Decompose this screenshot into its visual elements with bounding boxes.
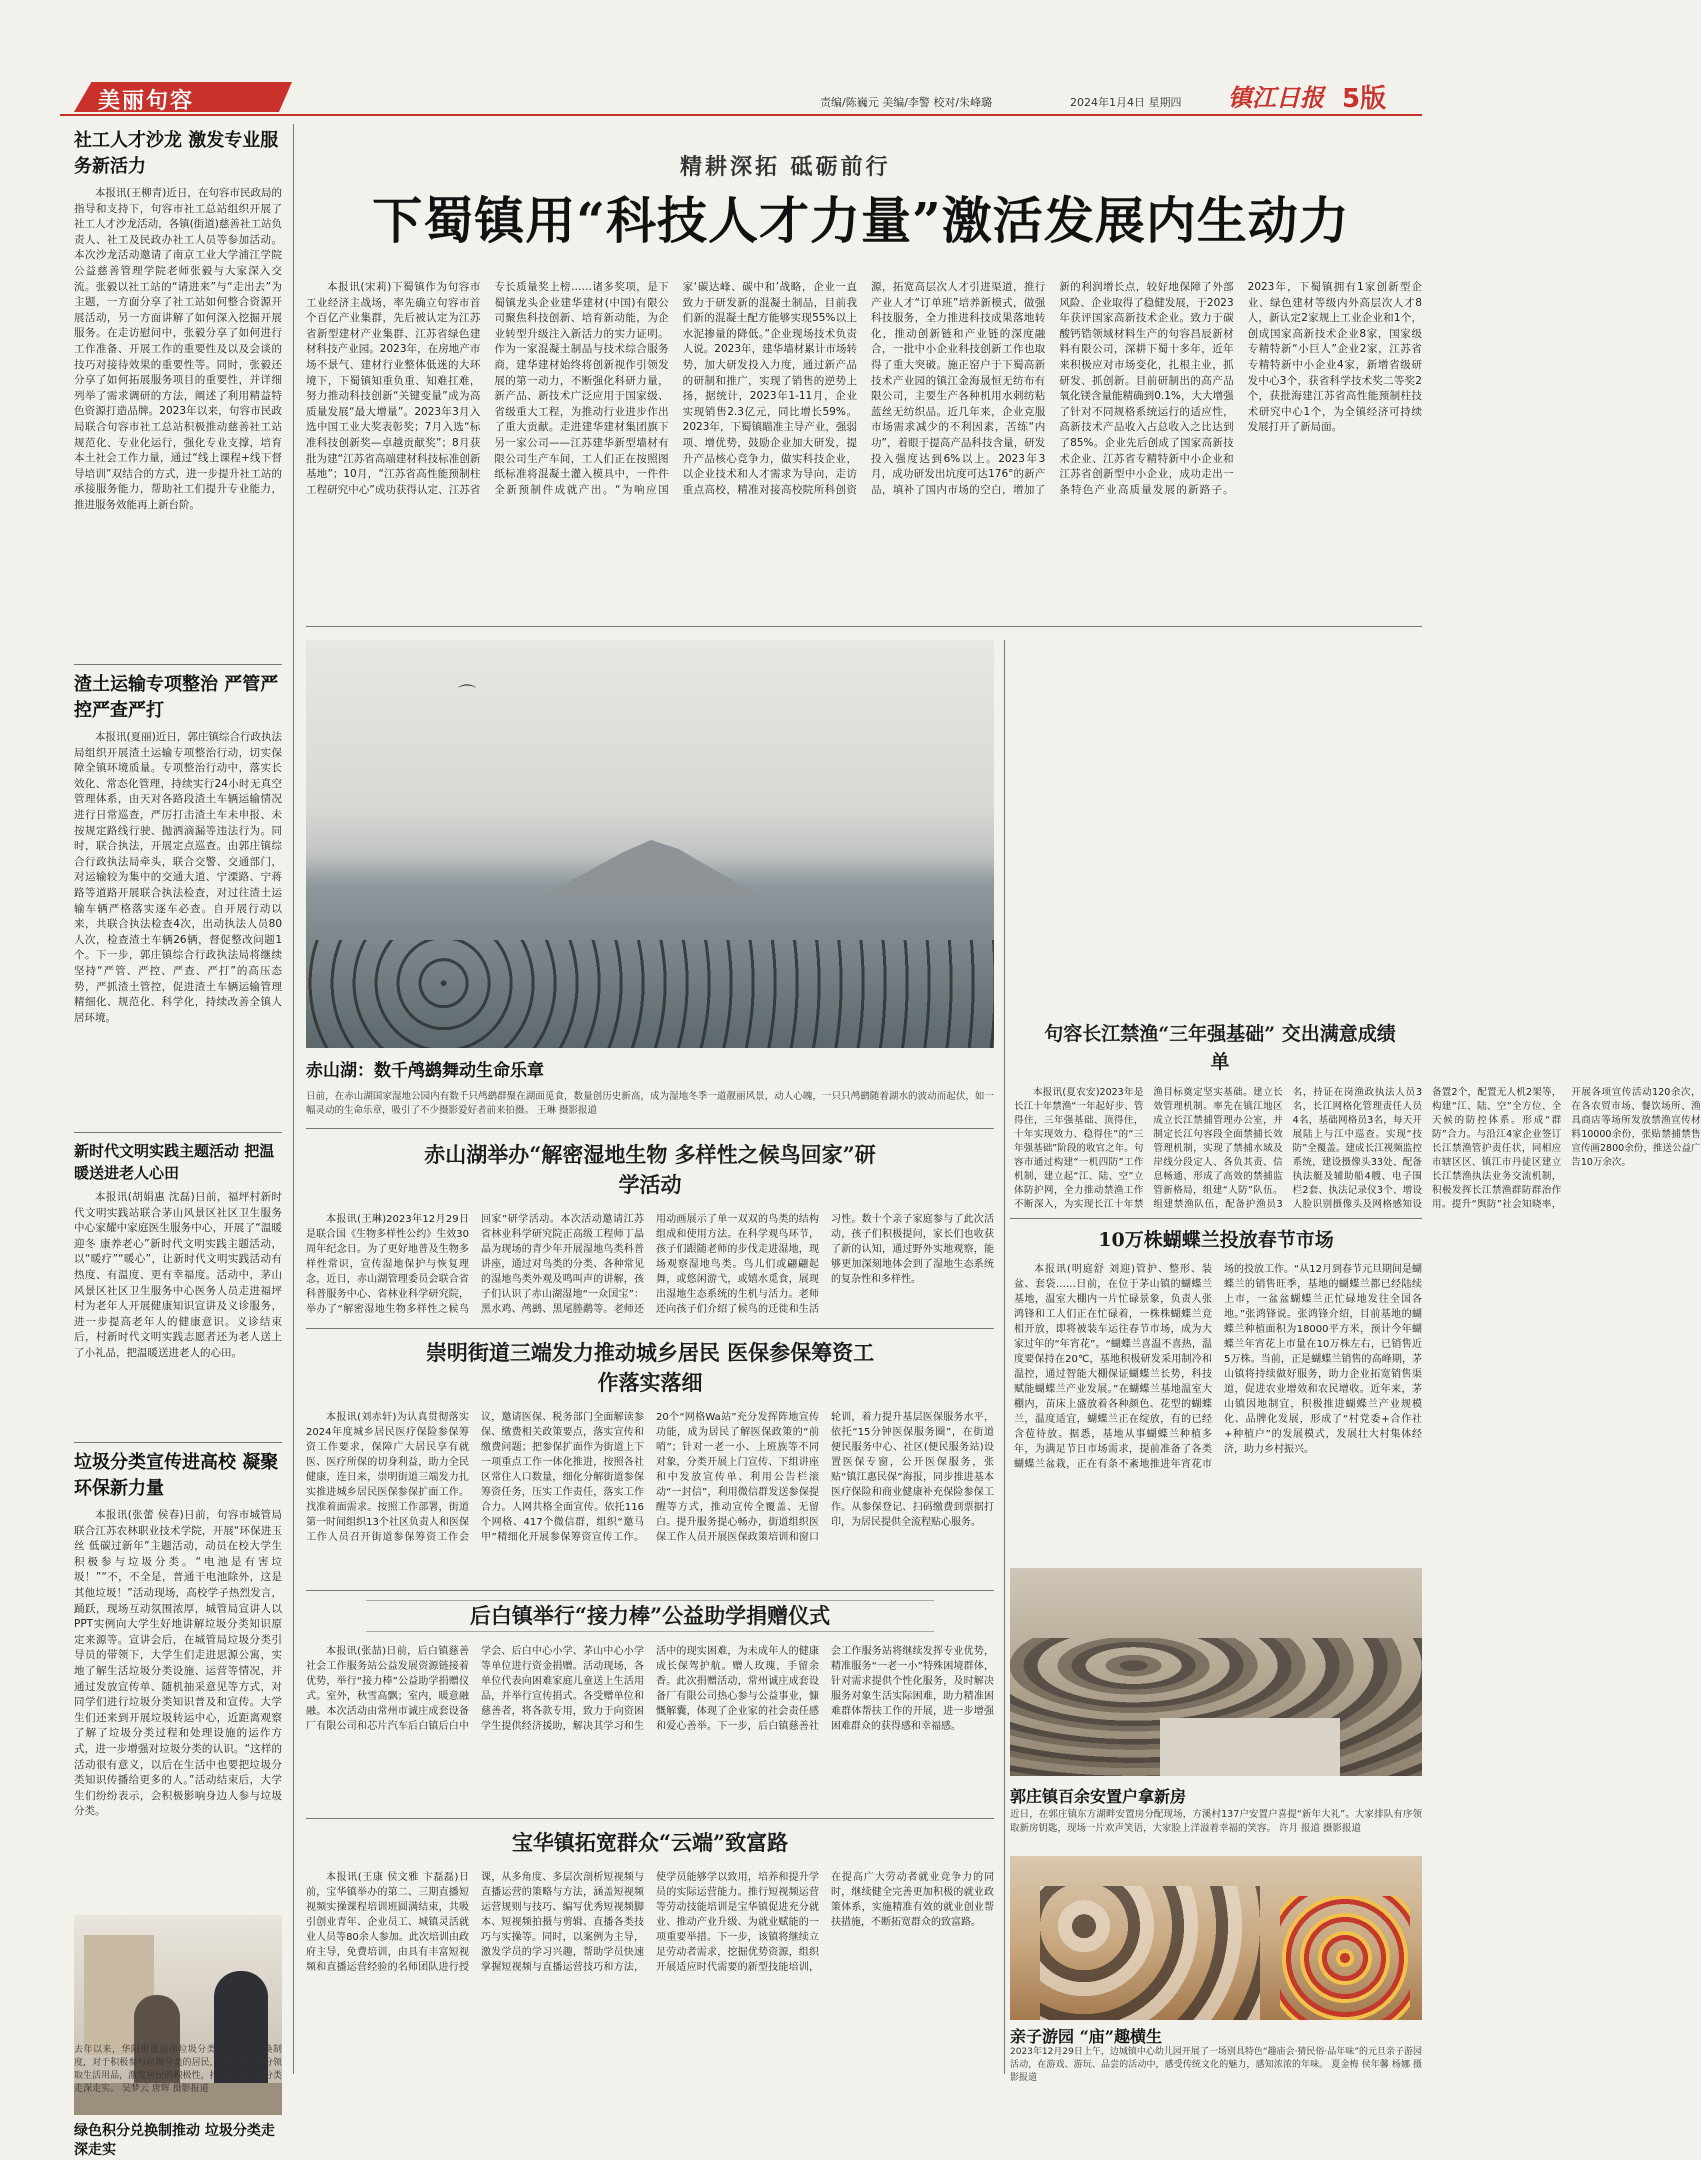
left-photo-title: 绿色积分兑换制推动 垃圾分类走深走实 — [74, 2123, 275, 2158]
center-article-1-title: 赤山湖举办“解密湿地生物 多样性之候鸟回家”研学活动 — [424, 1142, 876, 1197]
right-rule-1 — [1010, 1218, 1422, 1219]
right-photo-1-title: 郭庄镇百余安置户拿新房 — [1010, 1787, 1187, 1806]
cormorant-lake-photo — [306, 640, 994, 1048]
header-date: 2024年1月4日 星期四 — [1070, 96, 1182, 109]
masthead — [60, 82, 1422, 114]
candy-stall-shape — [1280, 1896, 1410, 2020]
center-article-3-body: 本报讯(张喆)日前，后白镇慈善社会工作服务站公益发展资源链接着优势，举行“接力棒”公益助学捐赠仪式。室外，秋雪高飘；室内，暖意融融。本次活动由常州市诚庄成套设备厂有限公司和芯片汽车后白镇后白中学会、后白中心小学、茅山中心小学等单位进行资金捐赠。活动现场，各单位代表向困难家庭儿童送上生活用品，并举行宣传捐式。各受赠单位和慈善者，将各款专用，致力于向资困学生提供经济援助，解决其学习和生活中的现实困难，为未成年人的健康成长保驾护航。赠人玫瑰，手留余香。此次捐赠活动，常州诚庄成套设备厂有限公司热心参与公益事业，慷慨解囊，体现了企业家的社会责任感和爱心善举。下一步，后白镇慈善社会工作服务站将继续发挥专业优势，精准服务“一老一小”特殊困境群体，针对需求提供个性化服务，及时解决服务对象生活实际困难，助力精准困难群体帮扶工作的开展，进一步增强困难群众的获得感和幸福感。 — [306, 1646, 994, 1732]
left-article-1-body: 本报讯(王柳青)近日，在句容市民政局的指导和支持下，句容市社工总站组织开展了社工人才沙龙活动，各镇(街道)慈善社工站负责人、社工及民政办社工人员等参加活动。本次沙龙活动邀请了南京工业大学浦江学院公益慈善管理学院老师张毅与大家深入交流。张毅以社工站的“请进来”与“走出去”为主题，一方面分享了社工站如何整合资源开展活动，另一方面讲解了如何深入挖掘开展服务。在走访慰问中，张毅分享了如何进行工作准备、开展工作的重要性及以及会谈的技巧对接待效果的重要性等。同时，张毅还分享了如何拓展服务项目的重要性，并详细列举了需求调研的方法，阐述了利用精益特色资源打造品牌。2023年以来，句容市民政局联合句容市社工总站积极推动慈善社工站规范化、专业化运行，强化专业支撑，培育本土社会工作力量，通过“线上课程+线下督导培训”双结合的方式，进一步提升社工站的承接服务能力，帮助社工们提升专业能力，推进服务效能再上新台阶。 — [74, 187, 282, 511]
center-rule-4 — [306, 1818, 994, 1819]
center-rule-3 — [306, 1590, 994, 1591]
left-article-2-body: 本报讯(夏丽)近日，郭庄镇综合行政执法局组织开展渣土运输专项整治行动，切实保障全镇环境质量。专项整治行动中，落实长效化、常态化管理，持续实行24小时无真空管理体系，由天对各路段渣土车辆运输情况进行日常巡查，严厉打击渣土车未申报、未按规定路线行驶、抛洒滴漏等违法行为。同时，联合执法，开展定点巡查。由郭庄镇综合行政执法局牵头，联合交警、交通部门，对运输较为集中的交通大道、宁溧路、宁蒋路等道路开展联合执法检查，对过往渣土运输车辆严格落实逐车必查。自开展行动以来，共联合执法检查4次，出动执法人员80人次，检查渣土车辆26辆，督促整改问题1个。下一步，郭庄镇综合行政执法局将继续坚持“严管、严控、严查、严打”的高压态势，严抓渣土管控，促进渣土车辆运输管理精细化、规范化、科学化，持续改善全镇人居环境。 — [74, 731, 282, 1024]
center-article-2-body: 本报讯(刘赤轩)为认真贯彻落实2024年度城乡居民医疗保险参保筹资工作要求，保障广大居民享有就医、医疗所保的切身利益，助力全民健康，连日来，崇明街道三端发力扎实推进城乡居民医保参保扩面工作。找准着面需求。按照工作部署，街道第一时间组织13个社区负责人和医保工作人员召开街道参保筹资工作会议，邀请医保、税务部门全面解读参保、缴费相关政策要点，落实宣传和缴费问题；把参保扩面作为街道上下一项重点工作一体化推进，按照各社区常住人口数量，细化分解街道参保筹资任务，压实工作责任，落实工作合力。人网共格全面宣传。依托116个网格、417个微信群，组织“邀马甲”精细化开展参保筹资宣传工作。20个“网格Wa站”充分发挥阵地宣传功能，成为居民了解医保政策的“前哨”；针对一老一小、上班族等不同对象，分类开展上门宣传、下组讲座和中发放宣传单、利用公告栏滚动“一封信”，利用微信群发送参保提醒等方式，推动宣传全覆盖、无留白。提升服务提心畅办，街道组织医保工作人员开展医保政策培训和窗口轮训，着力提升基层医保服务水平，依托“15分钟医保服务圈”，在街道便民服务中心、社区(便民服务站)设置医保专窗，公开医保服务，张贴“镇江惠民保”海报，同步推进基本医疗保险和商业健康补充保险参保工作。从参保登记、扫码缴费到票据打印，为居民提供全流程贴心服务。 — [306, 1412, 994, 1543]
center-article-2-title: 崇明街道三端发力推动城乡居民 医保参保筹资工作落实落细 — [425, 1340, 875, 1395]
page-number: 5版 — [1342, 84, 1387, 114]
left-article-1-title: 社工人才沙龙 激发专业服务新活力 — [74, 130, 279, 177]
left-article-3-title: 新时代文明实践主题活动 把温暖送进老人心田 — [74, 1142, 275, 1182]
left-article-4-title: 垃圾分类宣传进高校 凝聚环保新力量 — [74, 1452, 279, 1499]
center-rule-2 — [306, 1328, 994, 1329]
right-photo-2-title: 亲子游园 “庙”趣横生 — [1010, 2027, 1162, 2046]
section-name: 美丽句容 — [98, 88, 195, 114]
column-separator-left — [293, 124, 294, 2074]
header-editors: 责编/陈巍元 美编/李警 校对/朱峰璐 — [820, 96, 993, 109]
center-article-1-body: 本报讯(王琳)2023年12月29日是联合国《生物多样性公约》生效30周年纪念日。为了更好地普及生物多样性常识，宣传湿地保护与恢复理念，近日，赤山湖管理委员会联合省科普服务中心、省林业科学研究院，举办了“解密湿地生物多样性之候鸟回家”研学活动。本次活动邀请江苏省林业科学研究院正高级工程师丁晶晶为现场的青少年开展湿地鸟类科普讲座，通过对鸟类的分类、各种常见的湿地鸟类外观及鸣叫声的讲解，孩子们认识了赤山湖湿地“一众国宝”：黑水鸡、鸬鹚、黑尾塍鹬等。老师还用动画展示了单一双双的鸟类的结构组成和使用方法。在科学观鸟环节，孩子们跟随老师的步伐走进湿地，现场观察湿地鸟类。鸟儿们或翩翩起舞，或悠闲游弋，或嬉水觅食，展现出湿地生态系统的生机与活力。老师还向孩子们介绍了候鸟的迁徙和生活习性。数十个亲子家庭参与了此次活动，孩子们积极提问，家长们也收获了新的认知，通过野外实地观察，能够更加深刻地体会到了湿地生态系统的复杂性和多样性。 — [306, 1214, 994, 1315]
lead-title: 下蜀镇用“科技人才力量”激活发展内生动力 — [372, 191, 1350, 250]
mountain-shape — [536, 840, 766, 900]
lead-kicker: 精耕深拓 砥砺前行 — [680, 154, 891, 180]
left-article-3-body: 本报讯(胡娟惠 沈磊)日前，福坪村新时代文明实践站联合茅山风景区社区卫生服务中心家耀中家庭医生服务中心，开展了“温暖迎冬 康养老心”新时代文明实践主题活动，以“暖疗”“暖心”，让新时代文明实践活动有热度、有温度、更有幸福度。活动中，茅山风景区社区卫生服务中心医务人员走进福坪村为老年人开展健康知识宣讲及义诊服务，进一步提高老年人的健康意识。义诊结束后，村新时代文明实践志愿者还为老人送上了小礼品，把温暖送进老人的心田。 — [74, 1191, 282, 1359]
center-photo-title: 赤山湖：数千鸬鹚舞动生命乐章 — [306, 1061, 544, 1081]
center-article-3-title: 后白镇举行“接力棒”公益助学捐赠仪式 — [469, 1603, 831, 1628]
left-divider-1 — [74, 664, 282, 665]
left-divider-2 — [74, 1132, 282, 1133]
center-rule-1 — [306, 1128, 994, 1129]
table-shape — [1160, 1718, 1340, 1776]
right-top-filler — [1010, 640, 1422, 1012]
temple-fair-photo — [1010, 1856, 1422, 2020]
left-article-4-body: 本报讯(张蕾 侯春)日前，句容市城管局联合江苏农林职业技术学院，开展“环保进玉丝 低碳过新年”主题活动，动员在校大学生积极参与垃圾分类。“电池是有害垃圾！”“不，不全是，普通干电池除外，这是其他垃圾！”活动现场，高校学子热烈发言，踊跃，现场互动氛围浓厚，城管局宣讲人以PPT实例向大学生好地讲解垃圾分类知识原定来源等。宣讲会后，在城管局垃圾分类引导员的带领下，大学生们走进思源公寓，实地了解生活垃圾分类设施、运营等情况，并通过发放宣传单、随机抽采意见等方式，对同学们进行垃圾分类知识普及和宣传。大学生们还来到开展垃圾转运中心，近距离观察了解了垃圾分类过程和处理设施的运作方式，进一步增强对垃圾分类的认识。“这样的活动很有意义，以后在生活中也要把垃圾分类知识传播给更多的人。”活动结束后，大学生们纷纷表示，会积极影响身边人参与垃圾分类。 — [74, 1509, 282, 1818]
left-article-2-title: 渣土运输专项整治 严管严控严查严打 — [74, 674, 279, 721]
children-shape — [1040, 1886, 1260, 2020]
center-article-4-title: 宝华镇拓宽群众“云端”致富路 — [511, 1830, 789, 1855]
right-photo-2-caption: 2023年12月29日上午，边城镇中心幼儿园开展了一场别具特色“趣庙会·猜民俗·品年味”的元旦亲子游园活动，在游戏、游玩、品尝的活动中，感受传统文化的魅力，感知浓浓的年味。 夏金梅 侯年馨 杨娜 摄影报道 — [1010, 2047, 1422, 2083]
paper-logo: 镇江日报 — [1228, 83, 1324, 112]
left-divider-3 — [74, 1442, 282, 1443]
header-rule — [60, 114, 1422, 116]
center-article-4-body: 本报讯(王康 侯文雅 卞磊磊)日前，宝华镇举办的第二、三期直播短视频实操课程培训班圆满结束，共吸引创业青年、企业员工、城镇灵活就业人员等80余人参加。此次培训由政府主导，免费培训，由具有丰富短视频和直播运营经验的名师团队进行授课，从多角度、多层次剖析短视频与直播运营的策略与方法，涵盖短视频运营规则与技巧、编写优秀短视频脚本、短视频拍摄与剪辑、直播各类技巧与实操等。同时，以案例为主导，激发学员的学习兴趣，帮助学员快速掌握短视频与直播运营技巧和方法，使学员能够学以致用，培养和提升学员的实际运营能力。推行短视频运营等劳动技能培训是宝华镇促进充分就业、推动产业升级、为就业赋能的一项重要举措。下一步，该镇将继续立足劳动者需求，挖掘优势资源，组织开展适应时代需要的新型技能培训，在提高广大劳动者就业竞争力的同时，继续健全完善更加积极的就业政策体系，实施精准有效的就业创业帮扶措施，不断拓宽群众的致富路。 — [306, 1872, 994, 1973]
lead-bottom-rule — [306, 626, 1422, 627]
right-photo-1-caption: 近日，在郭庄镇东方湖畔安置房分配现场，方溪村137户安置户喜提“新年大礼”。大家排队有序领取新房钥匙，现场一片欢声笑语，大家脸上洋溢着幸福的笑容。 许月 报道 摄影报道 — [1010, 1809, 1422, 1834]
bird-flock-shape — [306, 940, 994, 1048]
left-photo-caption: 去年以来，华阳街道运用垃圾分类绿色积分兑换制度，对于积极参与垃圾分类的居民，可以兑换积分领取生活用品，激发居民的积极性，持续推动垃圾分类走深走实。 吴梦云 唐辉 摄影报道 — [74, 2045, 282, 2094]
right-article-2-body: 本报讯(明庭舒 刘迎)管护、整形、装盆、套袋……日前，在位于茅山镇的蝴蝶兰基地，温室大棚内一片忙碌景象，负责人张鸿锋和工人们正在忙碌着，一株株蝴蝶兰竞相开放，即将被装车运往春节市场，成为大家过年的“年宵花”。“蝴蝶兰喜温不喜热，温度要保持在20℃，基地积极研发采用制冷和温控，通过智能大棚保证蝴蝶兰长势，科技赋能蝴蝶兰产业发展。”在蝴蝶兰基地温室大棚内，苗床上盛放着各种颜色、花型的蝴蝶兰，温度适宜，蝴蝶兰正在绽放，有的已经含苞待放。据悉，基地从事蝴蝶兰种植多年，为满足节日市场需求，提前准备了各类蝴蝶兰盆栽，正在有条不紊地推进年宵花市场的投放工作。“从12月到春节元旦期间是蝴蝶兰的销售旺季，基地的蝴蝶兰都已经陆续上市，一盆盆蝴蝶兰正忙碌地发往全国各地。”张鸿锋说。张鸿锋介绍，目前基地的蝴蝶兰种植面积为18000平方米，预计今年蝴蝶兰年宵花上市量在10万株左右，已销售近5万株。当前，正是蝴蝶兰销售的高峰期，茅山镇将持续做好服务，助力企业拓宽销售渠道，促进农业增效和农民增收。近年来，茅山镇因地制宜，积极推进蝴蝶兰产业规模化、品牌化发展，形成了“村党委+合作社+种植户”的发展模式，发展壮大村集体经济，助力乡村振兴。 — [1014, 1264, 1422, 1470]
lead-body: 本报讯(宋莉)下蜀镇作为句容市工业经济主战场，率先确立句容市首个百亿产业集群，先后被认定为江苏省新型建材产业集群、江苏省绿色建材科技产业园。2023年，在房地产市场不景气、建材行业整体低迷的大环境下，下蜀镇知重负重、知难扛难，努力推动科技创新“关键变量”成为高质量发展“最大增量”。2023年3月入选中国工业大奖表彰奖；7月入选“标准科技创新奖—卓越贡献奖”；8月获批为建“江苏省高端建材科技标准创新基地”；10月，“江苏省高性能预制柱工程研究中心”成功获得认定、江苏省专长质量奖上榜……诸多奖项，是下蜀镇龙头企业建华建材(中国)有限公司聚焦科技创新、培育新动能，为企业转型升级注入新活力的实力证明。作为一家混凝土制品与技术综合服务商，建华建材始终将创新视作引领发展的第一动力，不断强化科研力量，新产品、新技术广泛应用于国家级、省级重大工程，为推动行业进步作出了重大贡献。走进建华建材集团旗下另一家公司——江苏建华新型墙材有限公司生产车间，工人们正在按照图纸标准将混凝土灌入模具中，一件件全新预制件成就产出。“为响应国家‘碳达峰、碳中和’战略，企业一直致力于研发新的混凝土制品，目前我们新的混凝土配方能够实现55%以上水泥掺量的降低。”企业现场技术负责人说。2023年，建华墙材累计市场转势，加大研发投入力度，通过新产品的研制和推广，实现了销售的逆势上扬，据统计，2023年1-11月，企业实现销售2.3亿元，同比增长59%。2023年，下蜀镇瞄准主导产业，强弱项、增优势，鼓励企业加大研发，提升产品核心竞争力，做实科技企业，以企业技术和人才需求为导向，走访重点高校，精准对接高校院所科创资源，拓宽高层次人才引进渠道，推行产业人才“订单班”培养新模式，做强科技服务，全力推进科技成果落地转化，推动创新链和产业链的深度融合，一批中小企业科技创新工作也取得了重大突破。施正窑户于下蜀高新技术产业园的镇江金海晟恒无纺布有限公司，主要生产各种机用水刺纺粘蓝丝无纺织品。近几年来，企业克服市场需求减少的不利因素，苦练“内功”，着眼于提高产品科技含量，研发投入强度达到6%以上。2023年3月，成功研发出坑度可达176°的新产品，填补了国内市场的空白，增加了新的利润增长点，较好地保障了外部风险、企业取得了稳健发展，于2023年获评国家高新技术企业。致力于碳酸钙锆领域材料生产的句容昌辰新材料有限公司，深耕下蜀十多年，近年来积极应对市场变化，扎根主业，抓研发、抓创新。目前研制出的高产品氧化镁含量能精确到0.1%，大大增强了针对不同规格系统运行的适应性，高新技术产品收入占总收入之比达到了85%。企业先后创成了国家高新技术企业、江苏省专精特新中小企业和江苏省创新型中小企业，成功走出一条特色产业高质量发展的新路子。2023年，下蜀镇拥有1家创新型企业、绿色建材等级内外高层次人才8人，新认定2家规上工业企业和1个，创成国家高新技术企业8家，国家级专精特新“小巨人”企业2家，江苏省专精特新中小企业4家，新增省级研发中心3个，获省科学技术奖二等奖2个，获批海建江苏省高性能预制柱技术研究中心1个，为全镇经济可持续发展打开了新局面。 — [306, 281, 1422, 496]
center-photo-caption: 日前，在赤山湖国家湿地公园内有数千只鸬鹚群聚在湖面觅食，数量创历史新高，成为湿地冬季一道靓丽风景，动人心魄，一只只鸬鹚随着湖水的波动而起伏，如一幅灵动的生命乐章，吸引了不少摄影爱好者前来拍摄。 王琳 摄影报道 — [306, 1091, 994, 1116]
resettlement-photo — [1010, 1568, 1422, 1776]
right-article-1-title: 句容长江禁渔“三年强基础” 交出满意成绩单 — [1044, 1023, 1396, 1073]
bird-flying-icon: ⌒ — [458, 684, 476, 705]
right-article-1-text: 本报讯(夏农安)2023年是长江十年禁渔“一年起好步、管得住，三年强基础、顶得住，十年实现效力、稳得住”的“三年强基础”阶段的收官之年。句容市通过构建“一机四防”工作机制，建立起“江、陆、空”立体防护网，全力推动禁渔工作不断深入，为实现长江十年禁渔目标奠定坚实基础。建立长效管理机制。率先在镇江地区成立长江禁捕管理办公室，并制定长江句容段全面禁捕长效管理机制，实现了禁捕水域及岸线分段定人、各负其责、信息畅通、形成了高效的禁捕监管新格局，组建“人防”队伍。组建禁渔队伍，配备护渔员3名，持证在岗渔政执法人员3名，长江网格化管理责任人员4名，基础网格员3名，每天开展陆上与江中巡查。实现“技防”全覆盖。建成长江视频监控系统，建设摄像头33处、配备执法艇及辅助船4艘、电子围栏2套、执法记录仪3个、增设人脸识别摄像头及网格感知设备置2个，配置无人机2架等，构建“江、陆、空”全方位、全天候的防控体系。形成“群防”合力。与沿江4家企业签订长江禁渔管护责任状，同相应市辖区区、镇江市丹徒区建立长江禁渔执法业务交流机制，积极发挥长江禁渔群防群治作用。提升“舆防”社会知晓率，开展各项宣传活动120余次，在各农贸市场、餐饮场所、渔具商店等场所发放禁渔宣传材料10000余份，张贴禁捕禁售宣传画2800余份，推送公益广告10万余次。 — [1014, 1087, 1701, 1210]
right-article-2-title: 10万株蝴蝶兰投放春节市场 — [1098, 1229, 1334, 1251]
column-separator-right — [1004, 640, 1005, 2074]
